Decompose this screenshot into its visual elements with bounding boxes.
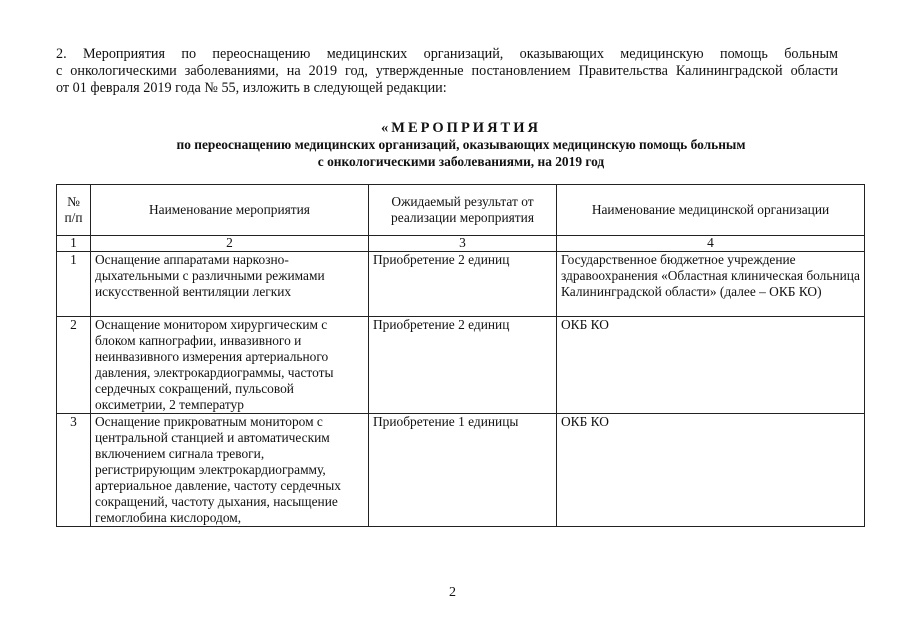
row-event: Оснащение аппаратами наркозно-дыхательными с различными режимами искусственной вентиляции легких <box>91 252 369 317</box>
table-row <box>57 317 865 414</box>
intro-line-1: 2. Мероприятия по переоснащению медицинских организаций, оказывающих медицинскую помощь больным <box>56 46 838 62</box>
row-number: 1 <box>57 252 91 317</box>
row-result: Приобретение 2 единиц <box>369 317 557 414</box>
row-result: Приобретение 2 единиц <box>369 252 557 317</box>
page-number: 2 <box>449 585 456 600</box>
table-row <box>57 414 865 527</box>
column-number-row <box>57 236 865 252</box>
intro-line-2: с онкологическими заболеваниями, на 2019 год, утвержденные постановлением Правительства Калининградской области <box>56 63 838 79</box>
row-event: Оснащение монитором хирургическим с блоком капнографии, инвазивного и неинвазивного измерения артериального давления, электрокардиограммы, частоты сердечных сокращений, пульсовой оксиметрии, 2 температур <box>91 317 369 414</box>
row-event: Оснащение прикроватным монитором с центральной станцией и автоматическим включением сигнала тревоги, регистрирующим электрокардиограмму, артериальное давление, частоту сердечных сокращений, частоту дыхания, насыщение гемоглобина кислородом, <box>91 414 369 527</box>
column-number: 1 <box>57 236 91 252</box>
row-result: Приобретение 1 единицы <box>369 414 557 527</box>
column-number: 4 <box>557 236 865 252</box>
document-title: «МЕРОПРИЯТИЯ <box>381 120 541 136</box>
row-number: 2 <box>57 317 91 414</box>
table-header-row <box>57 185 865 236</box>
column-number: 2 <box>91 236 369 252</box>
table-row <box>57 252 865 317</box>
column-number: 3 <box>369 236 557 252</box>
document-subtitle-line-1: по переоснащению медицинских организаций, оказывающих медицинскую помощь больным <box>176 137 746 152</box>
row-organization: Государственное бюджетное учреждение здравоохранения «Областная клиническая больница Калининградской области» (далее – ОКБ КО) <box>557 252 865 317</box>
row-organization: ОКБ КО <box>557 414 865 527</box>
header-number: № п/п <box>57 185 91 236</box>
row-number: 3 <box>57 414 91 527</box>
document-subtitle-line-2: с онкологическими заболеваниями, на 2019 год <box>317 154 605 169</box>
intro-paragraph <box>56 46 838 97</box>
header-expected-result: Ожидаемый результат от реализации мероприятия <box>369 185 557 236</box>
header-organization-name: Наименование медицинской организации <box>557 185 865 236</box>
intro-line-3: от 01 февраля 2019 года № 55, изложить в следующей редакции: <box>56 80 447 96</box>
row-organization: ОКБ КО <box>557 317 865 414</box>
events-table <box>56 184 865 527</box>
header-event-name: Наименование мероприятия <box>91 185 369 236</box>
